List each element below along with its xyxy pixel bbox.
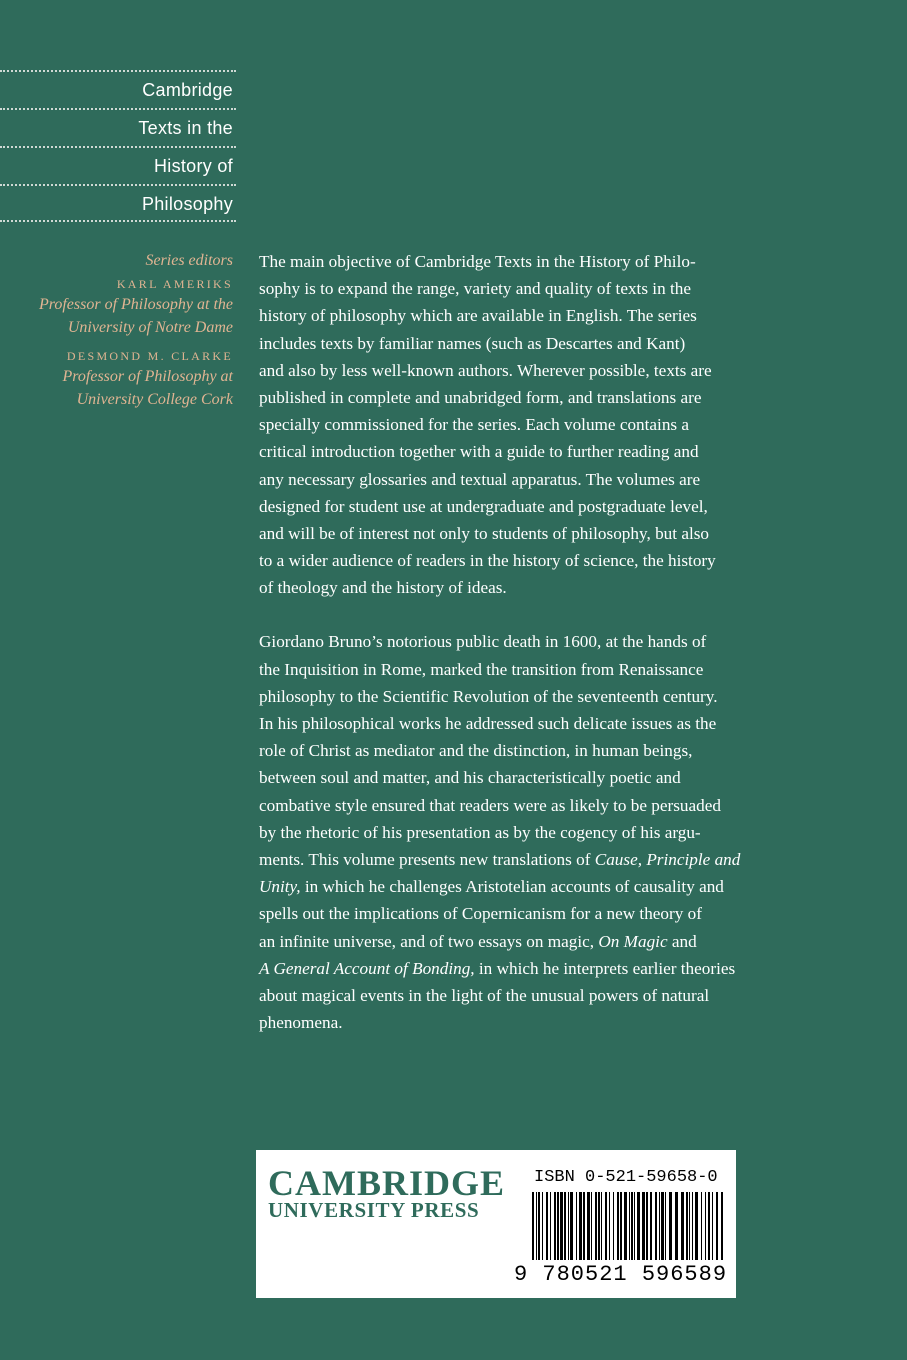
series-title-line: Texts in the — [0, 108, 236, 146]
text-line: published in complete and unabridged form, and translations are — [259, 387, 702, 407]
barcode-icon — [532, 1192, 726, 1268]
text-line: phenomena. — [259, 1013, 343, 1033]
barcode-bar — [629, 1192, 630, 1260]
barcode-bar — [631, 1192, 633, 1260]
barcode-bar — [595, 1192, 597, 1260]
text-line: between soul and matter, and his characteristically poetic and — [259, 768, 681, 788]
blurb-text — [259, 248, 779, 1063]
text-line: specially commissioned for the series. Each volume contains a — [259, 415, 690, 435]
editor-affiliation: Professor of Philosophy at the — [38, 296, 233, 313]
text-line: and also by less well-known authors. Wherever possible, texts are — [259, 360, 712, 380]
text-span: an infinite universe, and of two essays on magic, — [259, 931, 599, 951]
barcode-bar — [675, 1192, 678, 1260]
barcode-bar — [661, 1192, 664, 1260]
editor-name: KARL AMERIKS — [116, 277, 233, 291]
barcode-bar — [620, 1192, 622, 1260]
text-span: in which he challenges Aristotelian accounts of causality and — [300, 877, 724, 897]
ean-number: 9 780521 596589 — [514, 1262, 728, 1287]
barcode-bar — [554, 1192, 556, 1260]
barcode-bar — [655, 1192, 657, 1260]
text-line: The main objective of Cambridge Texts in the History of Philo- — [259, 252, 696, 271]
text-line — [259, 955, 779, 982]
publisher-logo: CAMBRIDGE — [268, 1163, 506, 1203]
barcode-bar — [587, 1192, 590, 1260]
barcode-bar — [542, 1192, 543, 1260]
series-title-box — [0, 70, 236, 222]
text-line: includes texts by familiar names (such as Descartes and Kant) — [259, 333, 686, 353]
series-editors — [0, 250, 233, 411]
italic-title: Cause, Principle and — [594, 849, 741, 869]
italic-title: On Magic — [598, 931, 668, 951]
text-line — [259, 873, 779, 900]
text-line: designed for student use at undergraduate and postgraduate level, — [259, 496, 708, 516]
text-span: and — [667, 931, 697, 951]
barcode-bar — [579, 1192, 582, 1260]
barcode-bar — [701, 1192, 702, 1260]
text-line: role of Christ as mediator and the distinction, in human beings, — [259, 741, 693, 761]
barcode-bar — [669, 1192, 672, 1260]
barcode-bar — [716, 1192, 718, 1260]
barcode-bar — [564, 1192, 566, 1260]
barcode-bar — [605, 1192, 607, 1260]
editors-label: Series editors — [145, 252, 233, 269]
editor-entry — [0, 347, 233, 411]
barcode-bar — [721, 1192, 723, 1260]
editor-affiliation: Professor of Philosophy at — [62, 368, 233, 385]
barcode-bar — [557, 1192, 559, 1260]
barcode-bar — [609, 1192, 610, 1260]
text-span: ments. This volume presents new translations of — [259, 849, 595, 869]
barcode-bar — [681, 1192, 684, 1260]
text-line: of theology and the history of ideas. — [259, 578, 507, 598]
text-line: philosophy to the Scientific Revolution of the seventeenth century. — [259, 686, 718, 706]
book-description-paragraph — [259, 628, 779, 1036]
text-line: by the rhetoric of his presentation as by the cogency of his argu- — [259, 822, 701, 842]
text-line: In his philosophical works he addressed such delicate issues as the — [259, 714, 717, 733]
text-line: history of philosophy which are available in English. The series — [259, 306, 697, 326]
barcode-bar — [538, 1192, 540, 1260]
editor-affiliation: University College Cork — [76, 391, 233, 408]
text-line: about magical events in the light of the unusual powers of natural — [259, 985, 710, 1005]
text-line: critical introduction together with a guide to further reading and — [259, 442, 699, 462]
publisher-barcode-panel — [256, 1150, 736, 1298]
barcode-bar — [546, 1192, 548, 1260]
text-line — [259, 846, 779, 873]
text-line: to a wider audience of readers in the history of science, the history — [259, 551, 716, 571]
series-title-line: History of — [0, 146, 236, 184]
text-span: in which he interprets earlier theories — [474, 958, 736, 978]
barcode-bar — [550, 1192, 551, 1260]
text-line: combative style ensured that readers were as likely to be persuaded — [259, 795, 721, 815]
barcode-bar — [570, 1192, 573, 1260]
barcode-bar — [686, 1192, 688, 1260]
text-line: any necessary glossaries and textual apparatus. The volumes are — [259, 469, 701, 489]
editor-entry — [0, 275, 233, 339]
barcode-bar — [646, 1192, 648, 1260]
text-line: spells out the implications of Copernicanism for a new theory of — [259, 904, 702, 924]
text-line: and will be of interest not only to students of philosophy, but also — [259, 523, 710, 543]
barcode-bar — [634, 1192, 635, 1260]
editor-affiliation: University of Notre Dame — [67, 319, 233, 336]
barcode-bar — [708, 1192, 710, 1260]
isbn-number: ISBN 0-521-59658-0 — [534, 1168, 718, 1187]
barcode-bar — [560, 1192, 563, 1260]
barcode-bar — [601, 1192, 602, 1260]
barcode-bar — [576, 1192, 577, 1260]
italic-title: A General Account of Bonding, — [259, 958, 475, 978]
barcode-bar — [591, 1192, 592, 1260]
barcode-bar — [642, 1192, 645, 1260]
barcode-bar — [637, 1192, 640, 1260]
series-title-line: Cambridge — [0, 70, 236, 108]
barcode-bar — [695, 1192, 698, 1260]
barcode-bar — [705, 1192, 706, 1260]
barcode-bar — [624, 1192, 627, 1260]
barcode-bar — [613, 1192, 614, 1260]
barcode-bar — [665, 1192, 666, 1260]
text-line — [259, 928, 779, 955]
barcode-bar — [568, 1192, 569, 1260]
editor-name: DESMOND M. CLARKE — [66, 349, 233, 363]
barcode-bar — [598, 1192, 600, 1260]
barcode-bar — [650, 1192, 652, 1260]
text-line: the Inquisition in Rome, marked the transition from Renaissance — [259, 659, 704, 679]
publisher-logo-subtitle: UNIVERSITY PRESS — [268, 1198, 480, 1222]
italic-title: Unity, — [259, 877, 301, 897]
barcode-bar — [659, 1192, 660, 1260]
barcode-bar — [617, 1192, 619, 1260]
barcode-bar — [692, 1192, 693, 1260]
barcode-bar — [536, 1192, 537, 1260]
barcode-bar — [583, 1192, 585, 1260]
text-line: sophy is to expand the range, variety and quality of texts in the — [259, 279, 691, 299]
text-line: Giordano Bruno’s notorious public death in 1600, at the hands of — [259, 632, 707, 652]
barcode-bar — [689, 1192, 690, 1260]
series-description-paragraph — [259, 248, 779, 601]
barcode-bar — [712, 1192, 713, 1260]
series-title-line: Philosophy — [0, 184, 236, 222]
barcode-bar — [532, 1192, 534, 1260]
